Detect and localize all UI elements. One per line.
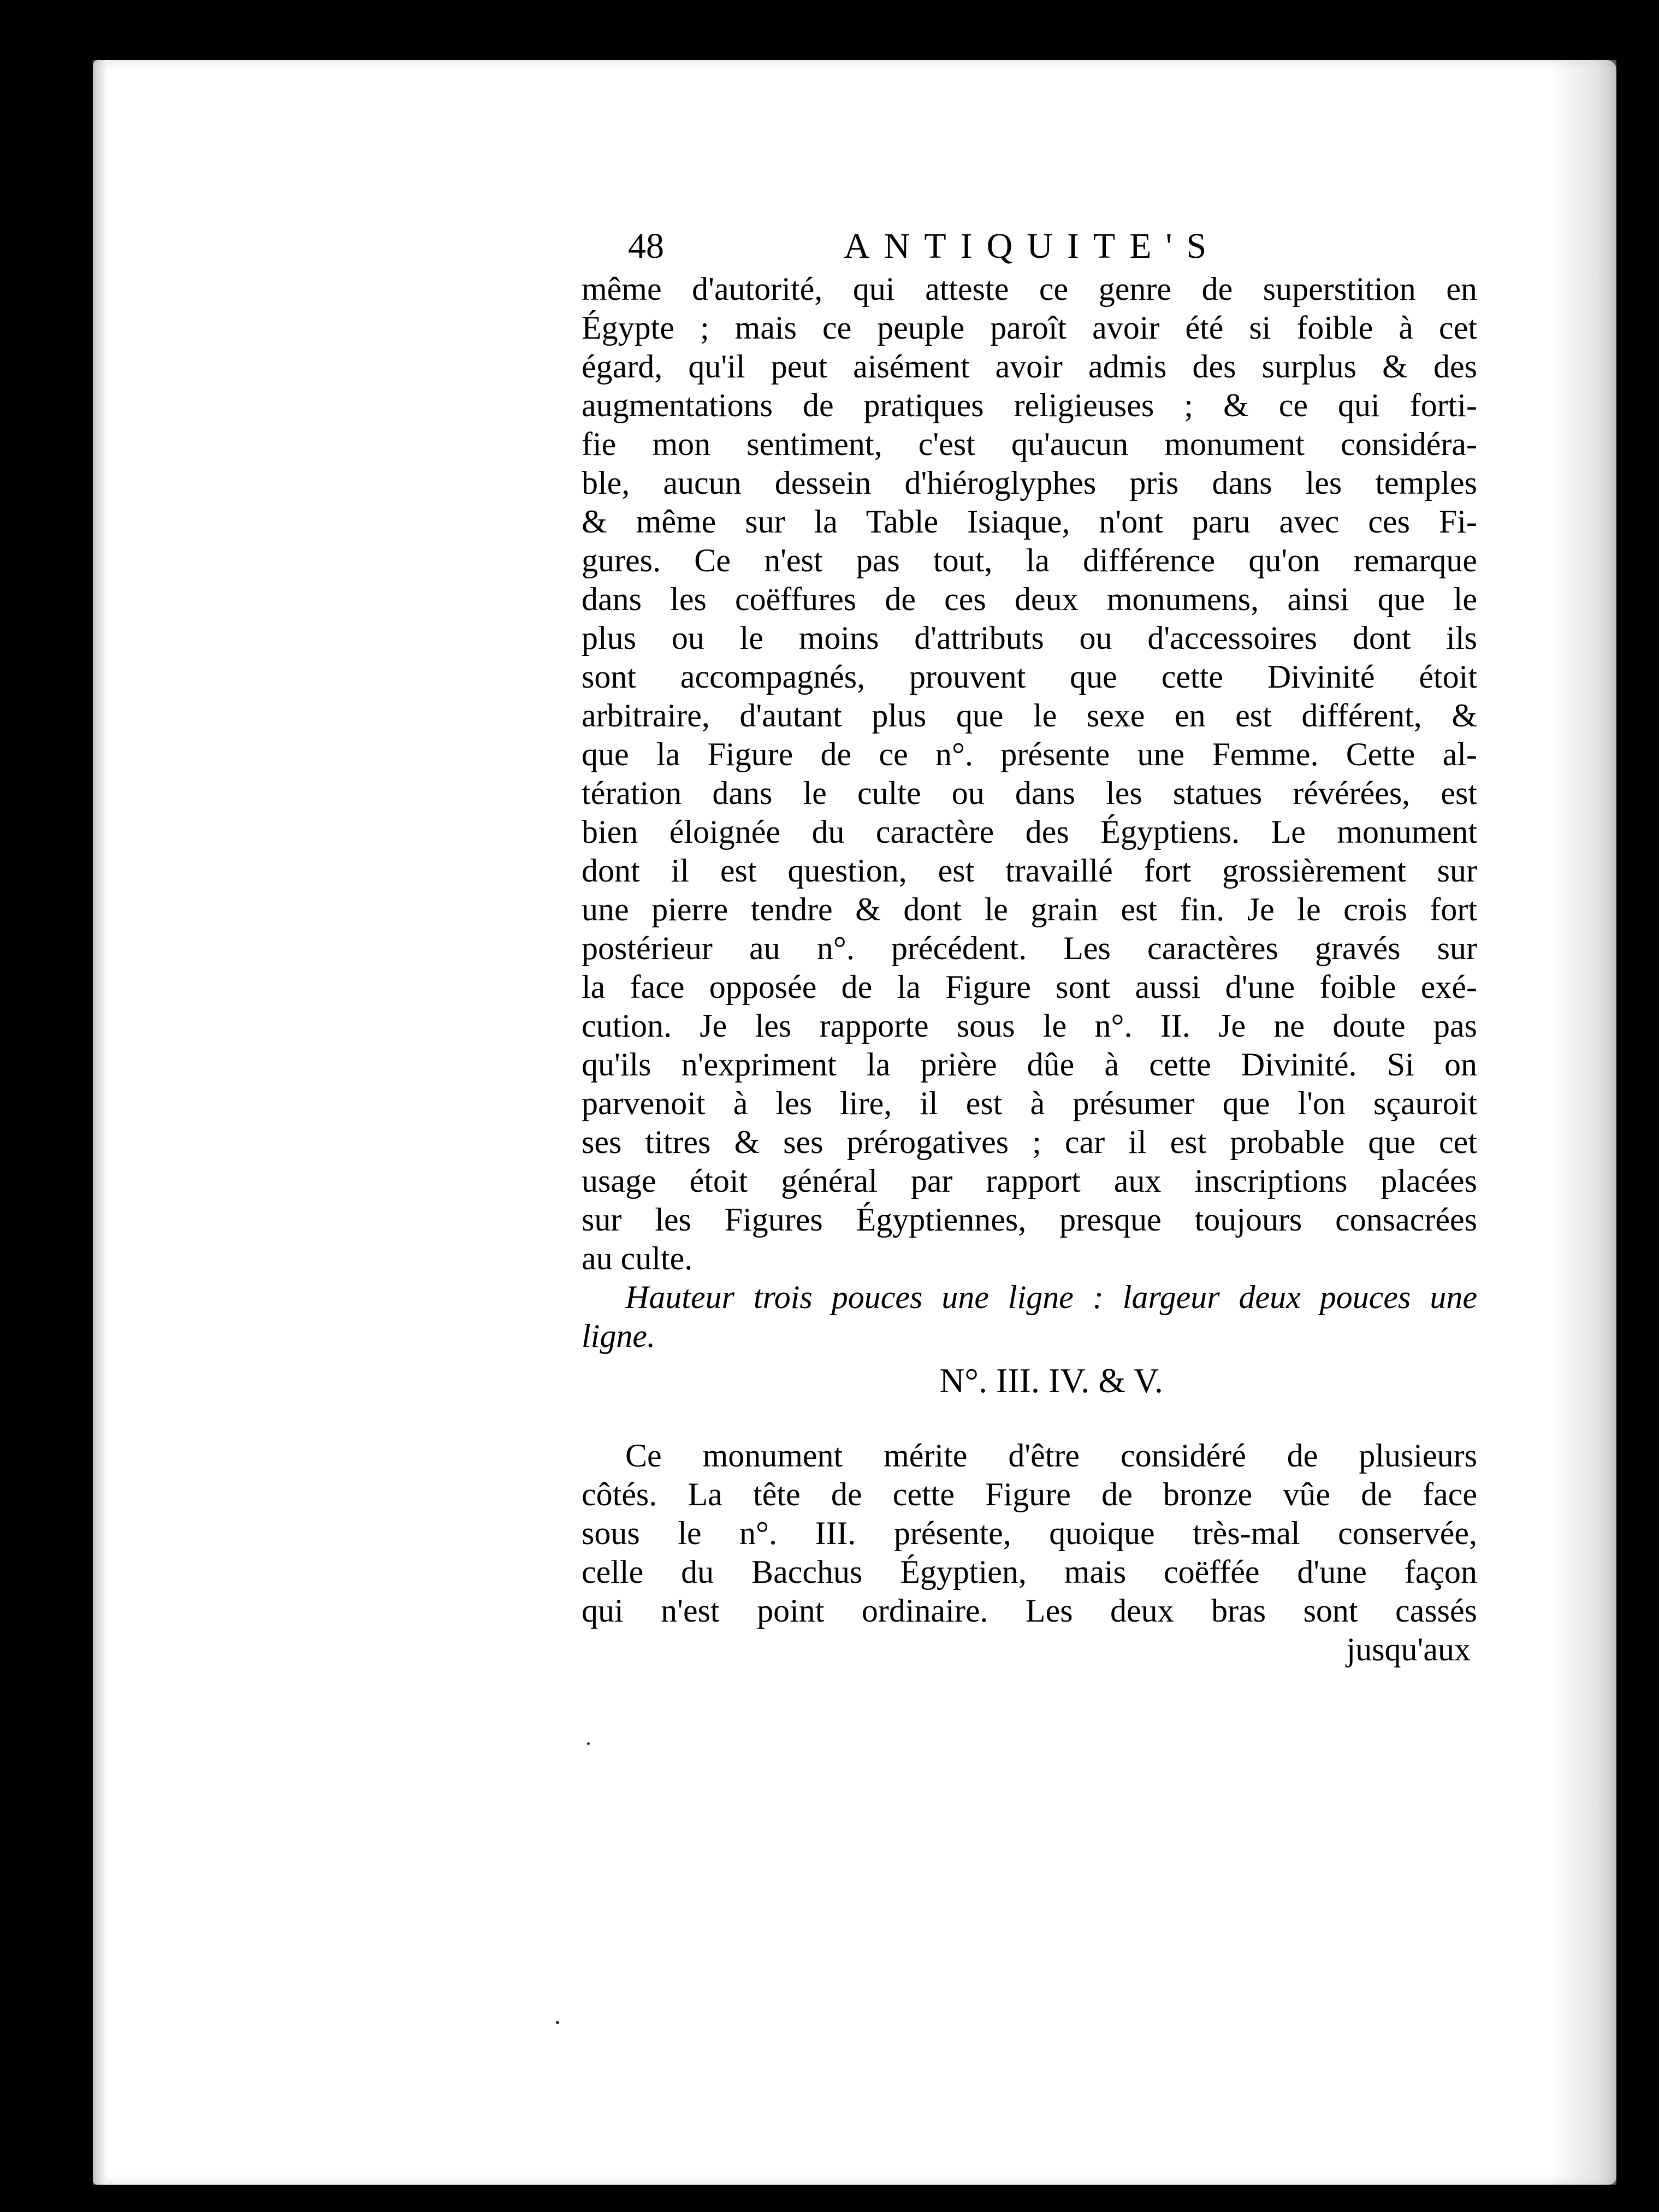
paragraph-1 [582, 270, 1477, 1278]
text-line: cution. Je les rapporte sous le n°. II. Je ne doute pas [582, 1008, 1477, 1044]
text-line: parvenoit à les lire, il est à présumer que l'on sçauroit [582, 1085, 1477, 1121]
text-line: ses titres & ses prérogatives ; car il est probable que cet [582, 1124, 1477, 1160]
text-line: bien éloignée du caractère des Égyptiens. Le monument [582, 814, 1477, 850]
text-line: sous le n°. III. présente, quoique très-mal conservée, [582, 1515, 1477, 1551]
measurement-note [582, 1278, 1477, 1356]
ink-speck [587, 1742, 590, 1745]
text-line: augmentations de pratiques religieuses ; & ce qui forti- [582, 387, 1477, 423]
text-line: usage étoit général par rapport aux inscriptions placées [582, 1163, 1477, 1199]
text-line: celle du Bacchus Égyptien, mais coëffée d'une façon [582, 1554, 1477, 1590]
text-line: plus ou le moins d'attributs ou d'accessoires dont ils [582, 620, 1477, 656]
text-line: arbitraire, d'autant plus que le sexe en est différent, & [582, 697, 1477, 734]
measurement-line: Hauteur trois pouces une ligne : largeur deux pouces une [625, 1279, 1477, 1315]
text-line: au culte. [582, 1240, 693, 1276]
paragraph-2 [582, 1436, 1477, 1630]
text-line: Égypte ; mais ce peuple paroît avoir été si foible à cet [582, 310, 1477, 346]
text-line: ble, aucun dessein d'hiéroglyphes pris dans les temples [582, 465, 1477, 501]
text-line: tération dans le culte ou dans les statues révérées, est [582, 775, 1477, 811]
running-head [582, 223, 1477, 270]
ink-speck [556, 2021, 559, 2024]
text-line: gures. Ce n'est pas tout, la différence qu'on remarque [582, 542, 1477, 578]
text-line: qu'ils n'expriment la prière dûe à cette Divinité. Si on [582, 1046, 1477, 1083]
text-line: côtés. La tête de cette Figure de bronze vûe de face [582, 1476, 1477, 1512]
text-line: la face opposée de la Figure sont aussi d'une foible exé- [582, 969, 1477, 1005]
text-line: dans les coëffures de ces deux monumens, ainsi que le [582, 581, 1477, 617]
running-head-title: ANTIQUITE'S [844, 226, 1221, 266]
text-line: Ce monument mérite d'être considéré de plusieurs [625, 1438, 1477, 1474]
text-line: & même sur la Table Isiaque, n'ont paru avec ces Fi- [582, 504, 1477, 540]
text-line: égard, qu'il peut aisément avoir admis des surplus & des [582, 348, 1477, 385]
text-line: une pierre tendre & dont le grain est fin. Je le crois fort [582, 891, 1477, 927]
section-heading: N°. III. IV. & V. [939, 1361, 1163, 1400]
text-line: fie mon sentiment, c'est qu'aucun monument considéra- [582, 426, 1477, 462]
measurement-line: ligne. [582, 1318, 655, 1354]
page-right-edge-shadow [1551, 60, 1616, 2185]
text-line: sur les Figures Égyptiennes, presque toujours consacrées [582, 1202, 1477, 1238]
page-left-edge-shadow [93, 60, 108, 2185]
catchword: jusqu'aux [1346, 1631, 1471, 1667]
text-line: sont accompagnés, prouvent que cette Divinité étoit [582, 659, 1477, 695]
text-line: postérieur au n°. précédent. Les caractères gravés sur [582, 930, 1477, 966]
text-line: qui n'est point ordinaire. Les deux bras sont cassés [582, 1593, 1477, 1629]
text-block [582, 223, 1477, 1669]
text-line: même d'autorité, qui atteste ce genre de superstition en [582, 271, 1477, 307]
page-number: 48 [628, 226, 664, 266]
text-line: que la Figure de ce n°. présente une Femme. Cette al- [582, 736, 1477, 772]
text-line: dont il est question, est travaillé fort grossièrement sur [582, 853, 1477, 889]
